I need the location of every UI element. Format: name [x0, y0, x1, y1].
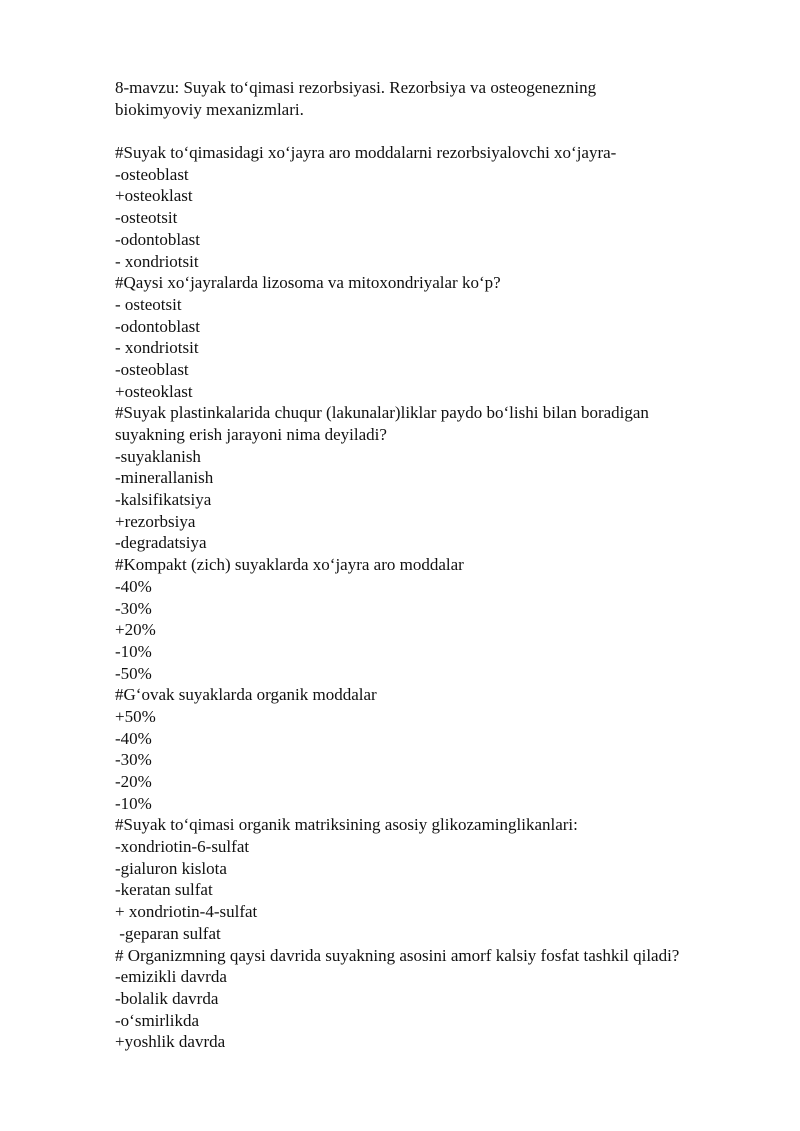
question-text: # Organizmning qaysi davrida suyakning asosini amorf kalsiy fosfat tashkil qiladi? — [115, 945, 680, 965]
answer-option: -osteoblast — [115, 359, 189, 379]
answer-option: -kalsifikatsiya — [115, 490, 212, 510]
question-text: suyakning erish jarayoni nima deyiladi? — [115, 425, 387, 444]
question-text: #Suyak to‘qimasi organik matriksining asosiy glikozaminglikanlari: — [115, 815, 578, 835]
answer-option: -bolalik davrda — [115, 988, 219, 1008]
answer-option: -50% — [115, 663, 152, 683]
answer-option: +osteoklast — [115, 381, 193, 401]
answer-option: -30% — [115, 750, 152, 770]
answer-option: -odontoblast — [115, 316, 200, 336]
answer-option: -40% — [115, 576, 152, 596]
paragraph-gap — [115, 120, 765, 142]
answer-option: -odontoblast — [115, 229, 200, 249]
document-body — [115, 77, 765, 1053]
answer-option: -30% — [115, 598, 152, 618]
question-text: #Suyak to‘qimasidagi xo‘jayra aro moddalarni rezorbsiyalovchi xo‘jayra- — [115, 143, 617, 163]
answer-option: -20% — [115, 772, 152, 791]
answer-option: -suyaklanish — [115, 446, 201, 466]
question-text: #Qaysi xo‘jayralarda lizosoma va mitoxondriyalar ko‘p? — [115, 273, 501, 293]
answer-option: -10% — [115, 641, 152, 661]
answer-option: -keratan sulfat — [115, 880, 213, 900]
document-title-line: 8-mavzu: Suyak to‘qimasi rezorbsiyasi. Rezorbsiya va osteogenezning — [115, 78, 597, 97]
answer-option: +yoshlik davrda — [115, 1032, 226, 1052]
answer-option: -emizikli davrda — [115, 967, 227, 987]
answer-option: +50% — [115, 706, 156, 726]
answer-option: +20% — [115, 620, 156, 640]
answer-option: +rezorbsiya — [115, 511, 196, 531]
answer-option: - osteotsit — [115, 294, 182, 314]
question-text: #G‘ovak suyaklarda organik moddalar — [115, 685, 377, 705]
document-title-line: biokimyoviy mexanizmlari. — [115, 99, 304, 119]
answer-option: -osteotsit — [115, 208, 178, 228]
answer-option: -minerallanish — [115, 468, 214, 488]
answer-option: -40% — [115, 728, 152, 748]
question-text: #Suyak plastinkalarida chuqur (lakunalar)liklar paydo bo‘lishi bilan boradigan — [115, 403, 649, 423]
answer-option: + xondriotin-4-sulfat — [115, 902, 258, 922]
answer-option: - xondriotsit — [115, 338, 199, 358]
answer-option: - xondriotsit — [115, 251, 199, 271]
answer-option: -degradatsiya — [115, 533, 207, 553]
answer-option: -gialuron kislota — [115, 858, 227, 878]
answer-option: -10% — [115, 793, 152, 813]
answer-option: -geparan sulfat — [115, 923, 221, 943]
question-text: #Kompakt (zich) suyaklarda xo‘jayra aro moddalar — [115, 555, 464, 575]
answer-option: -o‘smirlikda — [115, 1010, 200, 1030]
answer-option: +osteoklast — [115, 186, 193, 206]
answer-option: -osteoblast — [115, 164, 189, 184]
answer-option: -xondriotin-6-sulfat — [115, 837, 250, 857]
